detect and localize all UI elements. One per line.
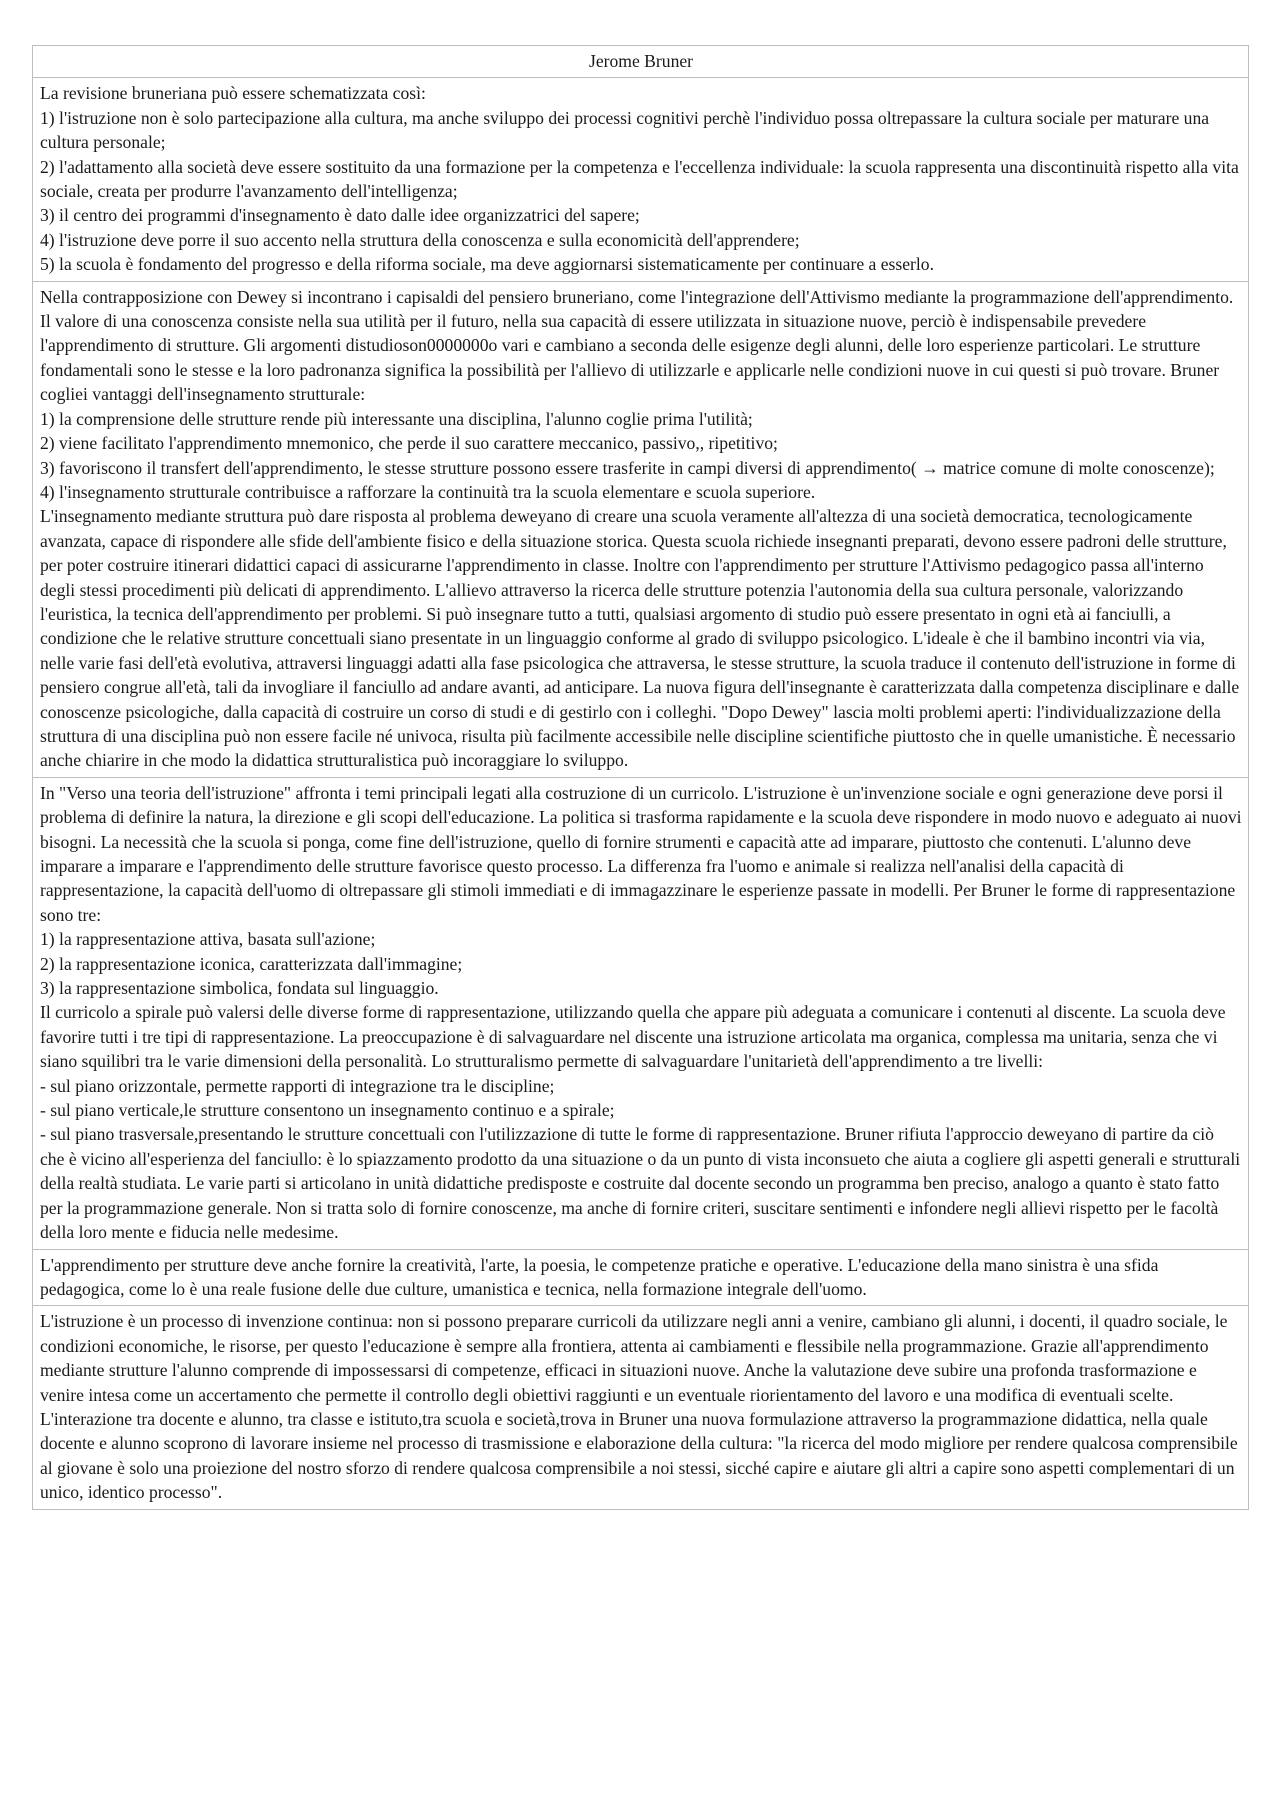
section-cell-dewey: [33, 281, 1249, 777]
list-item: 3) favoriscono il transfert dell'apprendimento, le stesse strutture possono essere trasferite in campi diversi di apprendimento( → matrice comune di molte conoscenze);: [40, 457, 1215, 478]
section-cell-creativity: [33, 1249, 1249, 1306]
list-item: 2) viene facilitato l'apprendimento mnemonico, che perde il suo carattere meccanico, passivo,, ripetitivo;: [40, 433, 778, 454]
paragraph: Nella contrapposizione con Dewey si incontrano i capisaldi del pensiero bruneriano, come l'integrazione dell'Attivismo mediante la programmazione dell'apprendimento. Il valore di una conoscenza consiste nella sua utilità per il futuro, nella sua capacità di essere utilizzata in situazione nuove, perciò è indispensabile prevedere l'apprendimento di strutture. Gli argomenti distudioson0000000o vari e cambiano a seconda delle esigenze degli alunni, delle loro esperienze particolari. Le strutture fondamentali sono le stesse e la loro padronanza significa la possibilità per l'allievo di utilizzarle e applicarle nelle condizioni nuove in cui questi si può trovare. Bruner cogliei vantaggi dell'insegnamento strutturale:: [40, 286, 1234, 405]
title-row: [33, 46, 1249, 78]
list-item: 3) il centro dei programmi d'insegnamento è dato dalle idee organizzatrici del sapere;: [40, 205, 640, 226]
list-item: 1) la comprensione delle strutture rende più interessante una disciplina, l'alunno coglie prima l'utilità;: [40, 408, 753, 429]
list-item: 3) la rappresentazione simbolica, fondata sul linguaggio.: [40, 978, 439, 999]
text-line: La revisione bruneriana può essere schematizzata così:: [40, 83, 426, 104]
list-item: 2) l'adattamento alla società deve essere sostituito da una formazione per la competenza e l'eccellenza individuale: la scuola rappresenta una discontinuità rispetto alla vita sociale, creata per produrre l'avanzamento dell'intelligenza;: [40, 156, 1239, 202]
paragraph: L'istruzione è un processo di invenzione continua: non si possono preparare curricoli da utilizzare negli anni a venire, cambiano gli alunni, i docenti, il quadro sociale, le condizioni economiche, le risorse, per questo l'educazione è sempre alla frontiera, attenta ai cambiamenti e flessibile nella programmazione. Grazie all'apprendimento mediante strutture l'alunno comprende di impossessarsi di competenze, efficaci in situazioni nuove. Anche la valutazione deve subire una profonda trasformazione e venire intesa come un accertamento che permette il controllo degli obiettivi raggiunti e un eventuale riorientamento del lavoro e una modifica di eventuali scelte. L'interazione tra docente e alunno, tra classe e istituto,tra scuola e società,trova in Bruner una nuova formulazione attraverso la programmazione didattica, nella quale docente e alunno scoprono di lavorare insieme nel processo di trasmissione e elaborazione della cultura: "la ricerca del modo migliore per rendere qualcosa comprensibile al giovane è solo una proiezione del nostro sforzo di rendere qualcosa comprensibile a noi stessi, sicché capire e aiutare gli altri a capire sono aspetti complementari di un unico, identico processo".: [40, 1311, 1238, 1503]
list-item: 1) la rappresentazione attiva, basata sull'azione;: [40, 929, 376, 950]
section-cell-revision: [33, 78, 1249, 281]
section-cell-invention: [33, 1306, 1249, 1509]
section-row: [33, 281, 1249, 777]
list-item: - sul piano verticale,le strutture consentono un insegnamento continuo e a spirale;: [40, 1100, 615, 1121]
list-item: 1) l'istruzione non è solo partecipazione alla cultura, ma anche sviluppo dei processi cognitivi perchè l'individuo possa oltrepassare la cultura sociale per maturare una cultura personale;: [40, 107, 1210, 153]
list-item: 2) la rappresentazione iconica, caratterizzata dall'immagine;: [40, 953, 463, 974]
list-item: - sul piano trasversale,presentando le strutture concettuali con l'utilizzazione di tutte le forme di rappresentazione. Bruner rifiuta l'approccio deweyano di partire da ciò che è vicino all'esperienza del fanciullo: è lo spiazzamento prodotto da una situazione o da un punto di vista inconsueto che aiuta a cogliere gli aspetti generali e strutturali della realtà studiata. Le varie parti si articolano in unità didattiche predisposte e costruite dal docente secondo un programma ben preciso, analogo a quanto è stato fatto per la programmazione generale. Non si tratta solo di fornire conoscenze, ma anche di fornire criteri, suscitare sentimenti e infondere negli allievi rispetto per le facoltà della loro mente e fiducia nelle medesime.: [40, 1124, 1241, 1243]
section-row: [33, 78, 1249, 281]
section-row: [33, 1249, 1249, 1306]
list-item: 5) la scuola è fondamento del progresso e della riforma sociale, ma deve aggiornarsi sistematicamente per continuare a esserlo.: [40, 254, 934, 275]
section-row: [33, 1306, 1249, 1509]
list-item: - sul piano orizzontale, permette rapporti di integrazione tra le discipline;: [40, 1075, 555, 1096]
page-title: Jerome Bruner: [33, 46, 1249, 78]
paragraph: L'apprendimento per strutture deve anche fornire la creatività, l'arte, la poesia, le competenze pratiche e operative. L'educazione della mano sinistra è una sfida pedagogica, come lo è una reale fusione delle due culture, umanistica e tecnica, nella formazione integrale dell'uomo.: [40, 1254, 1159, 1299]
section-cell-theory: [33, 777, 1249, 1249]
paragraph: Il curricolo a spirale può valersi delle diverse forme di rappresentazione, utilizzando quella che appare più adeguata a comunicare i contenuti al discente. La scuola deve favorire tutti i tre tipi di rappresentazione. La preoccupazione è di salvaguardare nel discente una istruzione articolata ma organica, complessa ma unitaria, senza che vi siano squilibri tra le varie dimensioni della personalità. Lo strutturalismo permette di salvaguardare l'unitarietà dell'apprendimento a tre livelli:: [40, 1002, 1226, 1072]
list-item: 4) l'insegnamento strutturale contribuisce a rafforzare la continuità tra la scuola elementare e scuola superiore.: [40, 481, 816, 502]
paragraph: L'insegnamento mediante struttura può dare risposta al problema deweyano di creare una scuola veramente all'altezza di una società democratica, tecnologicamente avanzata, capace di rispondere alle sfide dell'ambiente fisico e della situazione storica. Questa scuola richiede insegnanti preparati, devono essere padroni delle strutture, per poter costruire itinerari didattici capaci di assicurarne l'apprendimento in classe. Inoltre con l'apprendimento per strutture l'Attivismo pedagogico passa all'interno degli stessi procedimenti più delicati di apprendimento. L'allievo attraverso la ricerca delle strutture potenzia l'autonomia della sua cultura personale, valorizzando l'euristica, la tecnica dell'apprendimento per problemi. Si può insegnare tutto a tutti, qualsiasi argomento di studio può essere presentato in ogni età ai fanciulli, a condizione che le relative strutture concettuali siano presentate in un linguaggio conforme al grado di sviluppo psicologico. L'ideale è che il bambino incontri via via, nelle varie fasi dell'età evolutiva, attraversi linguaggi adatti alla fase psicologica che attraversa, le stesse strutture, la scuola traduce il contenuto dell'istruzione in forme di pensiero congrue all'età, tali da invogliare il fanciullo ad andare avanti, ad anticipare. La nuova figura dell'insegnante è caratterizzata dalla competenza disciplinare e dalle conoscenze psicologiche, dalla capacità di costruire un corso di studi e di gestirlo con i colleghi. "Dopo Dewey" lascia molti problemi aperti: l'individualizzazione della struttura di una disciplina può non essere facile né univoca, risulta più facilmente accessibile nelle discipline scientifiche piuttosto che in quelle umanistiche. È necessario anche chiarire in che modo la didattica strutturalistica può incoraggiare lo sviluppo.: [40, 506, 1240, 771]
section-row: [33, 777, 1249, 1249]
content-table: [32, 45, 1249, 1510]
paragraph: In "Verso una teoria dell'istruzione" affronta i temi principali legati alla costruzione di un curricolo. L'istruzione è un'invenzione sociale e ogni generazione deve porsi il problema di definire la natura, la direzione e gli scopi dell'educazione. La politica si trasforma rapidamente e la scuola deve rispondere in modo nuovo e adeguato ai nuovi bisogni. La necessità che la scuola si ponga, come fine dell'istruzione, quello di fornire strumenti e capacità atte ad imparare, piuttosto che contenuti. L'alunno deve imparare a imparare e l'apprendimento delle strutture favorisce questo processo. La differenza fra l'uomo e animale si realizza nell'analisi della capacità di rappresentazione, la capacità dell'uomo di oltrepassare gli stimoli immediati e di immagazzinare le esperienze passate in modelli. Per Bruner le forme di rappresentazione sono tre:: [40, 782, 1242, 925]
list-item: 4) l'istruzione deve porre il suo accento nella struttura della conoscenza e sulla economicità dell'apprendere;: [40, 229, 800, 250]
